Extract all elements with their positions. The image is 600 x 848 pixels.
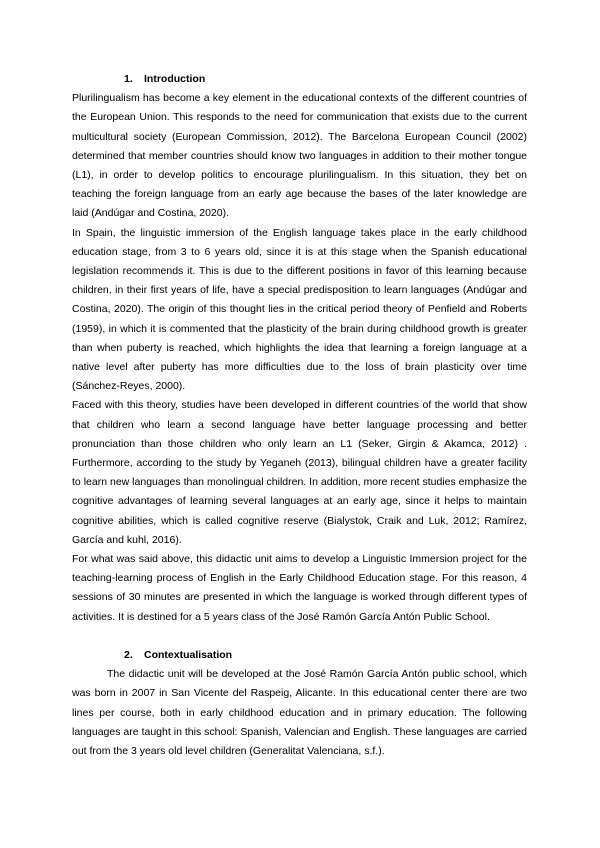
section-heading-contextualisation — [72, 646, 527, 665]
section-spacer — [72, 627, 527, 646]
section-heading-introduction — [72, 70, 527, 89]
section-title: Contextualisation — [144, 648, 233, 661]
paragraph-school-context: The didactic unit will be developed at the José Ramón García Antón public school, which was born in 2007 in San Vicente del Raspeig, Alicante. In this educational center there are two lines per course, both in early childhood education and in primary education. The following languages are taught in this school: Spanish, Valencian and English. These languages are carried out from the 3 years old level children (Generalitat Valenciana, s.f.). — [72, 668, 527, 757]
paragraph-studies: Faced with this theory, studies have been developed in different countries of the world that show that children who learn a second language have better language processing and better pronunciation than those children who only learn an L1 (Seker, Girgin & Akamca, 2012) . Furthermore, according to the study by Yeganeh (2013), bilingual children have a greater facility to learn new languages than monolingual children. In addition, more recent studies emphasize the cognitive advantages of learning several languages at an early age, since it helps to maintain cognitive abilities, which is called cognitive reserve (Bialystok, Craik and Luk, 2012; Ramírez, García and kuhl, 2016). — [72, 399, 527, 546]
section-number: 1. — [124, 73, 133, 85]
paragraph-didactic-unit-aim: For what was said above, this didactic unit aims to develop a Linguistic Immersion project for the teaching-learning process of English in the Early Childhood Education stage. For this reason, 4 sessions of 30 minutes are presented in which the language is worked through different types of activities. It is destined for a 5 years class of the José Ramón García Antón Public School. — [72, 553, 527, 623]
section-number: 2. — [124, 648, 133, 661]
section-title: Introduction — [144, 73, 206, 85]
document-body — [72, 70, 527, 761]
paragraph-plurilingualism: Plurilingualism has become a key element in the educational contexts of the different countries of the European Union. This responds to the need for communication that exists due to the current multicultural society (European Commission, 2012). The Barcelona European Council (2002) determined that member countries should know two languages in addition to their mother tongue (L1), in order to develop politics to encourage plurilingualism. In this situation, they bet on teaching the foreign language from an early age because the bases of the later knowledge are laid (Andúgar and Costina, 2020). — [72, 92, 527, 220]
paragraph-spain-immersion: In Spain, the linguistic immersion of the English language takes place in the early childhood education stage, from 3 to 6 years old, since it is at this stage when the Spanish educational legislation recommends it. This is due to the different positions in favor of this learning because children, in their first years of life, have a special predisposition to learn languages (Andúgar and Costina, 2020). The origin of this thought lies in the critical period theory of Penfield and Roberts (1959), in which it is commented that the plasticity of the brain during childhood growth is greater than when puberty is reached, which highlights the idea that learning a foreign language at a native level after puberty has more difficulties due to the loss of brain plasticity over time (Sánchez-Reyes, 2000). — [72, 226, 527, 393]
